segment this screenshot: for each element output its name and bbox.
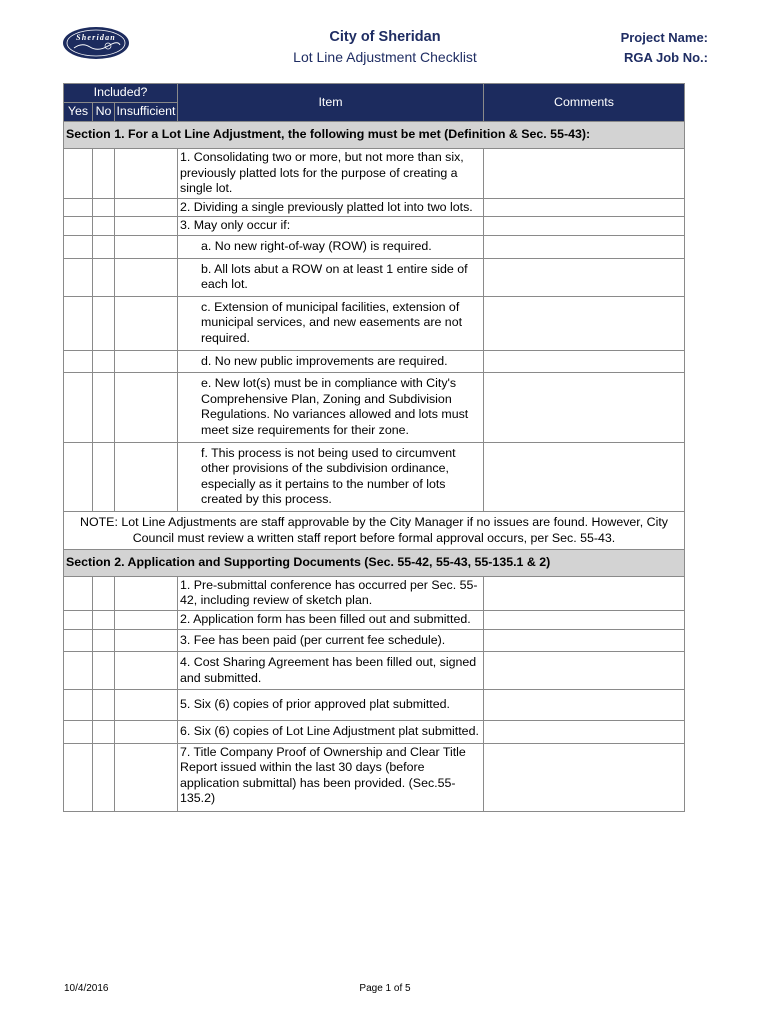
comment-cell[interactable] bbox=[484, 721, 685, 744]
comments-header: Comments bbox=[484, 84, 685, 122]
yes-checkbox[interactable] bbox=[64, 258, 93, 296]
checklist-item: 2. Application form has been filled out and submitted. bbox=[178, 611, 484, 630]
no-checkbox[interactable] bbox=[93, 149, 115, 199]
footer-page-number: Page 1 of 5 bbox=[359, 983, 411, 994]
comment-cell[interactable] bbox=[484, 442, 685, 511]
table-row bbox=[64, 576, 685, 610]
table-row bbox=[64, 198, 685, 217]
checklist-subitem: b. All lots abut a ROW on at least 1 entire side of each lot. bbox=[178, 258, 484, 296]
yes-checkbox[interactable] bbox=[64, 217, 93, 236]
comment-cell[interactable] bbox=[484, 576, 685, 610]
yes-checkbox[interactable] bbox=[64, 652, 93, 690]
checklist-item: 6. Six (6) copies of Lot Line Adjustment plat submitted. bbox=[178, 721, 484, 744]
comment-cell[interactable] bbox=[484, 217, 685, 236]
no-checkbox[interactable] bbox=[93, 198, 115, 217]
checklist-item: 2. Dividing a single previously platted lot into two lots. bbox=[178, 198, 484, 217]
table-row bbox=[64, 235, 685, 258]
checklist-item: 3. May only occur if: bbox=[178, 217, 484, 236]
comment-cell[interactable] bbox=[484, 373, 685, 442]
comment-cell[interactable] bbox=[484, 611, 685, 630]
checklist-item: 1. Pre-submittal conference has occurred per Sec. 55-42, including review of sketch plan. bbox=[178, 576, 484, 610]
yes-checkbox[interactable] bbox=[64, 149, 93, 199]
footer-date: 10/4/2016 bbox=[64, 983, 109, 994]
no-checkbox[interactable] bbox=[93, 235, 115, 258]
no-checkbox[interactable] bbox=[93, 652, 115, 690]
insufficient-checkbox[interactable] bbox=[115, 629, 178, 652]
insufficient-checkbox[interactable] bbox=[115, 721, 178, 744]
page-subtitle: Lot Line Adjustment Checklist bbox=[293, 49, 477, 65]
no-checkbox[interactable] bbox=[93, 373, 115, 442]
table-row bbox=[64, 296, 685, 350]
checklist-subitem: e. New lot(s) must be in compliance with City's Comprehensive Plan, Zoning and Subdivision Regulations. No variances allowed and lots must meet size requirements for their zone. bbox=[178, 373, 484, 442]
insufficient-checkbox[interactable] bbox=[115, 743, 178, 811]
no-checkbox[interactable] bbox=[93, 350, 115, 373]
checklist-item: 3. Fee has been paid (per current fee schedule). bbox=[178, 629, 484, 652]
insufficient-checkbox[interactable] bbox=[115, 442, 178, 511]
no-checkbox[interactable] bbox=[93, 743, 115, 811]
yes-checkbox[interactable] bbox=[64, 721, 93, 744]
no-checkbox[interactable] bbox=[93, 442, 115, 511]
checklist-subitem: d. No new public improvements are required. bbox=[178, 350, 484, 373]
insufficient-checkbox[interactable] bbox=[115, 258, 178, 296]
comment-cell[interactable] bbox=[484, 629, 685, 652]
table-row bbox=[64, 350, 685, 373]
no-checkbox[interactable] bbox=[93, 258, 115, 296]
page-title: City of Sheridan bbox=[329, 29, 441, 45]
table-row bbox=[64, 690, 685, 721]
table-row bbox=[64, 743, 685, 811]
insufficient-checkbox[interactable] bbox=[115, 611, 178, 630]
section-1-note: NOTE: Lot Line Adjustments are staff approvable by the City Manager if no issues are found. However, City Council must review a written staff report before formal approval occurs, per Sec. 55-43. bbox=[64, 511, 685, 549]
included-header: Included? bbox=[64, 84, 178, 103]
insufficient-checkbox[interactable] bbox=[115, 373, 178, 442]
yes-checkbox[interactable] bbox=[64, 576, 93, 610]
no-checkbox[interactable] bbox=[93, 611, 115, 630]
comment-cell[interactable] bbox=[484, 690, 685, 721]
no-checkbox[interactable] bbox=[93, 690, 115, 721]
yes-checkbox[interactable] bbox=[64, 296, 93, 350]
insufficient-checkbox[interactable] bbox=[115, 198, 178, 217]
table-row bbox=[64, 149, 685, 199]
checklist-item: 5. Six (6) copies of prior approved plat submitted. bbox=[178, 690, 484, 721]
insufficient-header: Insufficient bbox=[115, 103, 178, 122]
insufficient-checkbox[interactable] bbox=[115, 217, 178, 236]
rga-job-label: RGA Job No.: bbox=[623, 50, 708, 65]
table-row bbox=[64, 611, 685, 630]
yes-checkbox[interactable] bbox=[64, 198, 93, 217]
no-header: No bbox=[93, 103, 115, 122]
no-checkbox[interactable] bbox=[93, 217, 115, 236]
insufficient-checkbox[interactable] bbox=[115, 296, 178, 350]
insufficient-checkbox[interactable] bbox=[115, 576, 178, 610]
comment-cell[interactable] bbox=[484, 198, 685, 217]
insufficient-checkbox[interactable] bbox=[115, 350, 178, 373]
yes-checkbox[interactable] bbox=[64, 611, 93, 630]
yes-checkbox[interactable] bbox=[64, 350, 93, 373]
checklist-subitem: f. This process is not being used to circumvent other provisions of the subdivision ordinance, especially as it pertains to the number of lots created by this process. bbox=[178, 442, 484, 511]
comment-cell[interactable] bbox=[484, 350, 685, 373]
yes-checkbox[interactable] bbox=[64, 743, 93, 811]
comment-cell[interactable] bbox=[484, 743, 685, 811]
insufficient-checkbox[interactable] bbox=[115, 235, 178, 258]
comment-cell[interactable] bbox=[484, 296, 685, 350]
table-row bbox=[64, 217, 685, 236]
section-1-title: Section 1. For a Lot Line Adjustment, the following must be met (Definition & Sec. 55-43): bbox=[64, 122, 685, 149]
insufficient-checkbox[interactable] bbox=[115, 652, 178, 690]
table-row bbox=[64, 721, 685, 744]
no-checkbox[interactable] bbox=[93, 296, 115, 350]
yes-checkbox[interactable] bbox=[64, 442, 93, 511]
comment-cell[interactable] bbox=[484, 258, 685, 296]
insufficient-checkbox[interactable] bbox=[115, 690, 178, 721]
table-row bbox=[64, 629, 685, 652]
logo-text: Sheridan bbox=[76, 33, 116, 42]
comment-cell[interactable] bbox=[484, 652, 685, 690]
table-row bbox=[64, 258, 685, 296]
yes-checkbox[interactable] bbox=[64, 690, 93, 721]
yes-checkbox[interactable] bbox=[64, 629, 93, 652]
checklist-table bbox=[63, 83, 685, 812]
comment-cell[interactable] bbox=[484, 149, 685, 199]
comment-cell[interactable] bbox=[484, 235, 685, 258]
yes-header: Yes bbox=[64, 103, 93, 122]
checklist-item: 1. Consolidating two or more, but not more than six, previously platted lots for the purpose of creating a single lot. bbox=[178, 149, 484, 199]
yes-checkbox[interactable] bbox=[64, 373, 93, 442]
item-header: Item bbox=[178, 84, 484, 122]
checklist-item: 7. Title Company Proof of Ownership and Clear Title Report issued within the last 30 days (before application submittal) has been provided. (Sec.55-135.2) bbox=[178, 743, 484, 811]
insufficient-checkbox[interactable] bbox=[115, 149, 178, 199]
no-checkbox[interactable] bbox=[93, 721, 115, 744]
checklist-item: 4. Cost Sharing Agreement has been filled out, signed and submitted. bbox=[178, 652, 484, 690]
section-2-title: Section 2. Application and Supporting Documents (Sec. 55-42, 55-43, 55-135.1 & 2) bbox=[64, 549, 685, 576]
no-checkbox[interactable] bbox=[93, 576, 115, 610]
table-row bbox=[64, 442, 685, 511]
project-name-label: Project Name: bbox=[620, 30, 708, 45]
checklist-subitem: a. No new right-of-way (ROW) is required. bbox=[178, 235, 484, 258]
table-row bbox=[64, 373, 685, 442]
yes-checkbox[interactable] bbox=[64, 235, 93, 258]
checklist-subitem: c. Extension of municipal facilities, extension of municipal services, and new easements are not required. bbox=[178, 296, 484, 350]
no-checkbox[interactable] bbox=[93, 629, 115, 652]
table-row bbox=[64, 652, 685, 690]
